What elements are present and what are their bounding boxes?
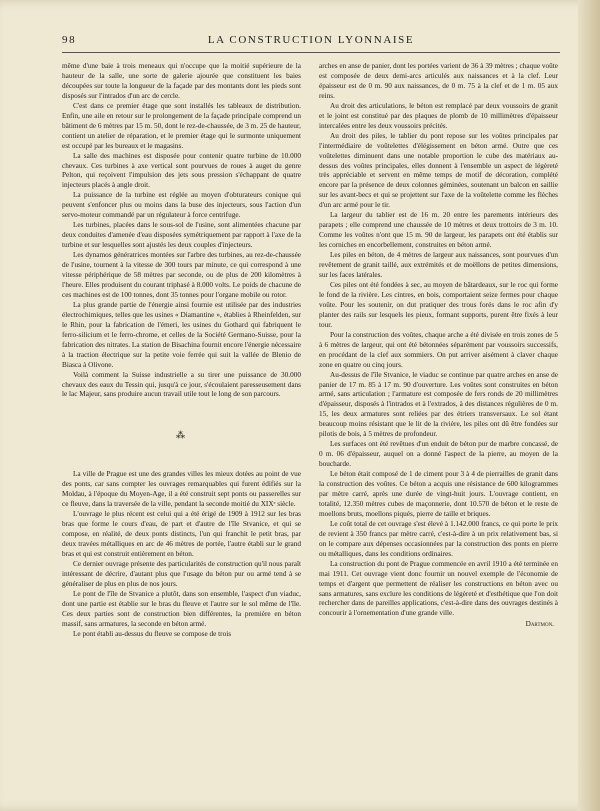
- paragraph: Ces piles ont été fondées à sec, au moyen de bâtardeaux, sur le roc qui forme le fond de la rivière. Les cintres, en bois, comportaient seize fermes pour chaque voûte. Pour les soutenir, on dut pratiquer des trous forés dans le roc afin d'y planter des rails sur lesquels les pieux, formant supports, purent être fixés à leur tour.: [319, 280, 558, 329]
- paragraph: Le pont établi au-dessus du fleuve se compose de trois: [73, 629, 232, 638]
- paragraph: C'est dans ce premier étage que sont installés les tableaux de distribution. Enfin, une aile en retour sur le prolongement de la façade principale comprend un bâtiment de 6 mètres par 15 m. 50, dont le rez-de-chaussée, de 3 m. 25 de hauteur, contient un atelier de réparation, et le premier étage qui le surmonte uniquement est occupé par les bureaux et le magasins.: [62, 101, 301, 150]
- paragraph: Les piles en béton, de 4 mètres de largeur aux naissances, sont pourvues d'un revêtement de granit taillé, aux extrémités et de moëllons de petites dimensions, sur les faces latérales.: [319, 251, 558, 280]
- author-signature: Dartmon.: [525, 620, 554, 629]
- paragraph: Le béton était composé de 1 de ciment pour 3 à 4 de pierrailles de granit dans la construction des voûtes. Ce béton a acquis une résistance de 600 kilogrammes par mètre carré, après une durée de vingt-huit jours. L'ouvrage contient, en totalité, 12.350 mètres cubes de maçonnerie, dont 10.570 de béton et le reste de moellons bruts, moellons piqués, pierre de taille et briques.: [319, 470, 558, 518]
- paragraph: L'ouvrage le plus récent est celui qui a été érigé de 1909 à 1912 sur les bras bras que forme le cours d'eau, de part et d'autre de l'île Stvanice, et qui se compose, en réalité, de deux ponts distincts, l'un qui franchit le petit bras, par deux travées métalliques en arc de 46 mètres de portée, l'autre établi sur le grand bras et qui est construit entièrement en béton.: [62, 510, 301, 559]
- paragraph: La puissance de la turbine est réglée au moyen d'obturateurs conique qui peuvent s'enfoncer plus ou moins dans la buse des injecteurs, sous l'action d'un servo-moteur commandé par un régulateur à force centrifuge.: [62, 191, 301, 220]
- paragraph: Voilà comment la Suisse industrielle a su tirer une puissance de 30.000 chevaux des eaux du Tessin qui, jusqu'à ce jour, s'écoulaient paresseusement dans le lac Majeur, sans produire aucun travail utile tout le long de son parcours.: [62, 370, 301, 399]
- paragraph: La plus grande partie de l'énergie ainsi fournie est utilisée par des industries électrochimiques, telles que les usines « Diamantine », établies à Rheinfelden, sur le Rhin, pour la fabrication de l'émeri, les usines du Gothard qui fabriquent le ferro-silicium et le ferro-chrome, et celles de la Société Germano-Suisse, pour la fabrication des nitrates. La station de Bisachina fournit encore l'énergie nécessaire à la traction électrique sur la petite voie ferrée qui suit la vallée de Blenio de Biasca à Olivone.: [62, 300, 301, 369]
- paragraph: Le coût total de cet ouvrage s'est élevé à 1.142.000 francs, ce qui porte le prix de revient à 350 francs par mètre carré, c'est-à-dire à un prix relativement bas, si on le compare aux dépenses occasionnées par la construction des ponts en pierre ou métalliques, dans les conditions ordinaires.: [319, 519, 558, 558]
- page-edge-shadow: [578, 0, 600, 811]
- paragraph: Les dynamos génératrices montées sur l'arbre des turbines, au rez-de-chaussée de l'usine, tournent à la vitesse de 300 tours par minute, ce qui correspond à une vitesse périphérique de 58 mètres par seconde, ou de plus de 200 kilomètres à l'heure. Elles produisent du courant triphasé à 8.000 volts. Le poids de chacune de ces machines est de 100 tonnes, dont 35 tonnes pour l'organe mobile ou rotor.: [62, 251, 301, 299]
- paragraph: La ville de Prague est une des grandes villes les mieux dotées au point de vue des ponts, car sans compter les ouvrages remarquables qui furent édifiés sur la Moldau, à l'époque du Moyen-Age, il a été construit sept ponts ou passerelles sur ce fleuve, dans la traversée de la ville, pendant la seconde moitié du XIXᵉ siècle.: [62, 470, 301, 509]
- left-column: [62, 62, 301, 767]
- paragraph: Pour la construction des voûtes, chaque arche a été divisée en trois zones de 5 à 6 mètres de largeur, qui ont été bétonnées séparément par voussoirs successifs, en procédant de la clef aux sommiers. On put arriver aisément à claver chaque zone en quatre ou cinq jours.: [319, 330, 558, 369]
- paragraph: Ce dernier ouvrage présente des particularités de construction qu'il nous paraît intéressant de décrire, d'autant plus que l'usage du béton pur ou armé tend à se généraliser de plus en plus de nos jours.: [62, 559, 301, 588]
- running-header: [62, 34, 560, 50]
- paragraph: La largeur du tablier est de 16 m. 20 entre les parements intérieurs des parapets ; elle comprend une chaussée de 10 mètres et deux trottoirs de 3 m. 10. Comme les voûtes n'ont que 15 m. 90 de largeur, les parapets ont été établis sur les corniches en encorbellement, construites en béton armé.: [319, 211, 558, 250]
- paragraph: Les surfaces ont été revêtues d'un enduit de béton pur de marbre concassé, de 0 m. 06 d'épaisseur, auquel on a donné l'aspect de la pierre, au moyen de la boucharde.: [319, 440, 558, 469]
- paragraph: Les turbines, placées dans le sous-sol de l'usine, sont alimentées chacune par deux conduites d'amenée d'eau disposées symétriquement par rapport à l'axe de la turbine et sur lesquelles sont ajustés les deux couples d'injecteurs.: [62, 221, 301, 250]
- paragraph: arches en anse de panier, dont les portées varient de 36 à 39 mètres ; chaque voûte est composée de deux demi-arcs articulés aux naissances et à la clef. Leur épaisseur est de 0 m. 90 aux naissances, de 0 m. 75 à la clef et de 1 m. 05 aux reins.: [319, 62, 558, 100]
- paragraph: Au-dessus de l'île Stvanice, le viaduc se continue par quatre arches en anse de panier de 17 m. 85 à 17 m. 90 d'ouverture. Les voûtes sont construites en béton armé, sans articulation ; l'armature est composée de fers ronds de 20 millimètres d'épaisseur, disposés à l'intrados et à l'extrados, à des distances régulières de 0 m. 15, les deux armatures sont reliées par des étriers transversaux. Le sol étant beaucoup moins résistant que le lit de la rivière, les piles ont dû être fondées sur pilotis de bois, à 5 mètres de profondeur.: [319, 370, 558, 439]
- paragraph: Au droit des piles, le tablier du pont repose sur les voûtes principales par l'intermédiaire de voûtelettes d'élégissement en béton armé. Outre que ces voûtelettes diminuent dans une notable proportion le cube des matériaux au-dessus des voûtes principales, elles donnent à l'ensemble un aspect de légèreté très appréciable et servent en même temps de motif de décoration, complété encore par la présence de deux colonnes géminées, soutenant un balcon en saillie sur les avant-becs et qui se projettent sur l'axe de la voûtelette comme les flèches d'un arc armé pour le tir.: [319, 131, 558, 210]
- right-column: [319, 62, 558, 767]
- paragraph: La salle des machines est disposée pour contenir quatre turbine de 10.000 chevaux. Ces turbines à axe vertical sont pourvues de roues à auget du genre Pelton, qui reçoivent l'impulsion des jets sous pression s'échappant de quatre injecteurs placés à angle droit.: [62, 151, 301, 190]
- paragraph: La construction du pont de Prague commencée en avril 1910 a été terminée en mai 1911. Cet ouvrage vient donc fournir un nouvel exemple de l'économie de temps et d'argent que permettent de réaliser les constructions en béton avec ou sans armatures, sans exclure les conditions de légèreté et d'esthétique que l'on doit rechercher dans de pareilles applications, c'est-à-dire dans des ouvrages destinés à concourir à l'ornementation d'une grande ville.: [319, 559, 558, 618]
- section-separator: ⁂: [176, 430, 187, 441]
- paragraph: même d'une baie à trois meneaux qui n'occupe que la moitié supérieure de la hauteur de la salle, une sorte de galerie ajourée que constituent les baies découpées sur toute la longueur de la façade par des montants dont les pieds sont disposés sur l'intrados d'un arc de cercle.: [62, 62, 301, 100]
- paragraph: Au droit des articulations, le béton est remplacé par deux voussoirs de granit et le joint est constitué par des plaques de plomb de 10 millimètres d'épaisseur intercalées entre les deux voussoirs précités.: [319, 101, 558, 130]
- header-rule: [62, 52, 560, 53]
- journal-title: LA CONSTRUCTION LYONNAISE: [207, 34, 415, 46]
- page-number: 98: [62, 34, 77, 46]
- paragraph: Le pont de l'île de Stvanice a plutôt, dans son ensemble, l'aspect d'un viaduc, dont une partie est établie sur le bras du fleuve et l'autre sur le sol même de l'île. Ces deux parties sont de construction bien différentes, la première en béton massif, sans armatures, la seconde en béton armé.: [62, 589, 301, 628]
